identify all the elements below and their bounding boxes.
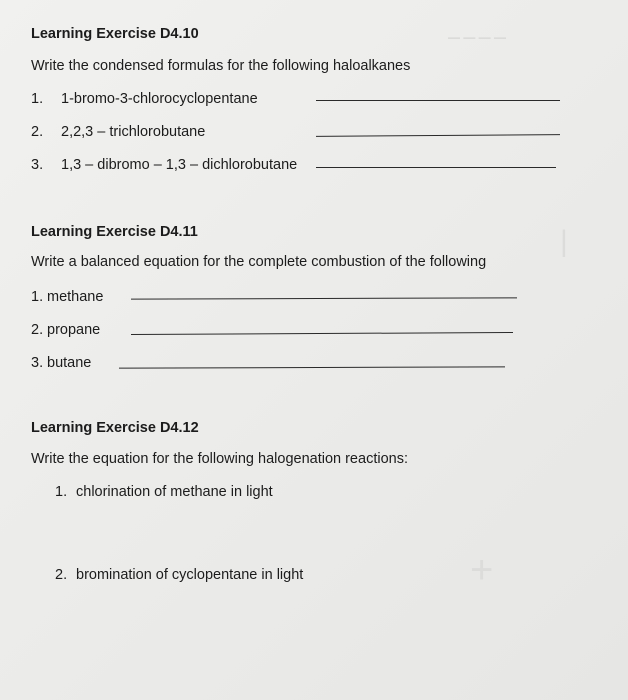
item-number: 2. xyxy=(31,322,44,338)
item-number: 2. xyxy=(31,124,44,140)
item-number: 3. xyxy=(31,355,44,371)
item-text: bromination of cyclopentane in light xyxy=(76,567,304,583)
section-title-d4-12: Learning Exercise D4.12 xyxy=(31,420,199,436)
section-title-d4-10: Learning Exercise D4.10 xyxy=(31,26,199,42)
answer-line xyxy=(316,100,560,101)
answer-line xyxy=(131,332,513,335)
item-number: 1. xyxy=(55,484,68,500)
item-text: butane xyxy=(47,355,92,371)
item-number: 1. xyxy=(31,289,44,305)
bleed-through-mark: | xyxy=(560,225,568,258)
section-instruction-d4-11: Write a balanced equation for the complete combustion of the following xyxy=(31,254,487,270)
item-text: methane xyxy=(47,289,104,305)
bleed-through-mark: — — — — xyxy=(448,30,507,44)
section-instruction-d4-10: Write the condensed formulas for the following haloalkanes xyxy=(31,58,411,74)
item-number: 3. xyxy=(31,157,44,173)
bleed-through-mark: + xyxy=(470,548,494,592)
section-instruction-d4-12: Write the equation for the following halogenation reactions: xyxy=(31,451,408,467)
item-text: propane xyxy=(47,322,101,338)
item-number: 2. xyxy=(55,567,68,583)
section-title-d4-11: Learning Exercise D4.11 xyxy=(31,224,198,240)
item-text: 1-bromo-3-chlorocyclopentane xyxy=(61,91,258,107)
answer-line xyxy=(316,134,560,137)
item-text: 2,2,3 – trichlorobutane xyxy=(61,124,206,140)
answer-line xyxy=(131,297,517,299)
answer-line xyxy=(316,167,556,168)
answer-line xyxy=(119,366,505,368)
item-text: chlorination of methane in light xyxy=(76,484,273,500)
item-number: 1. xyxy=(31,91,44,107)
item-text: 1,3 – dibromo – 1,3 – dichlorobutane xyxy=(61,157,298,173)
